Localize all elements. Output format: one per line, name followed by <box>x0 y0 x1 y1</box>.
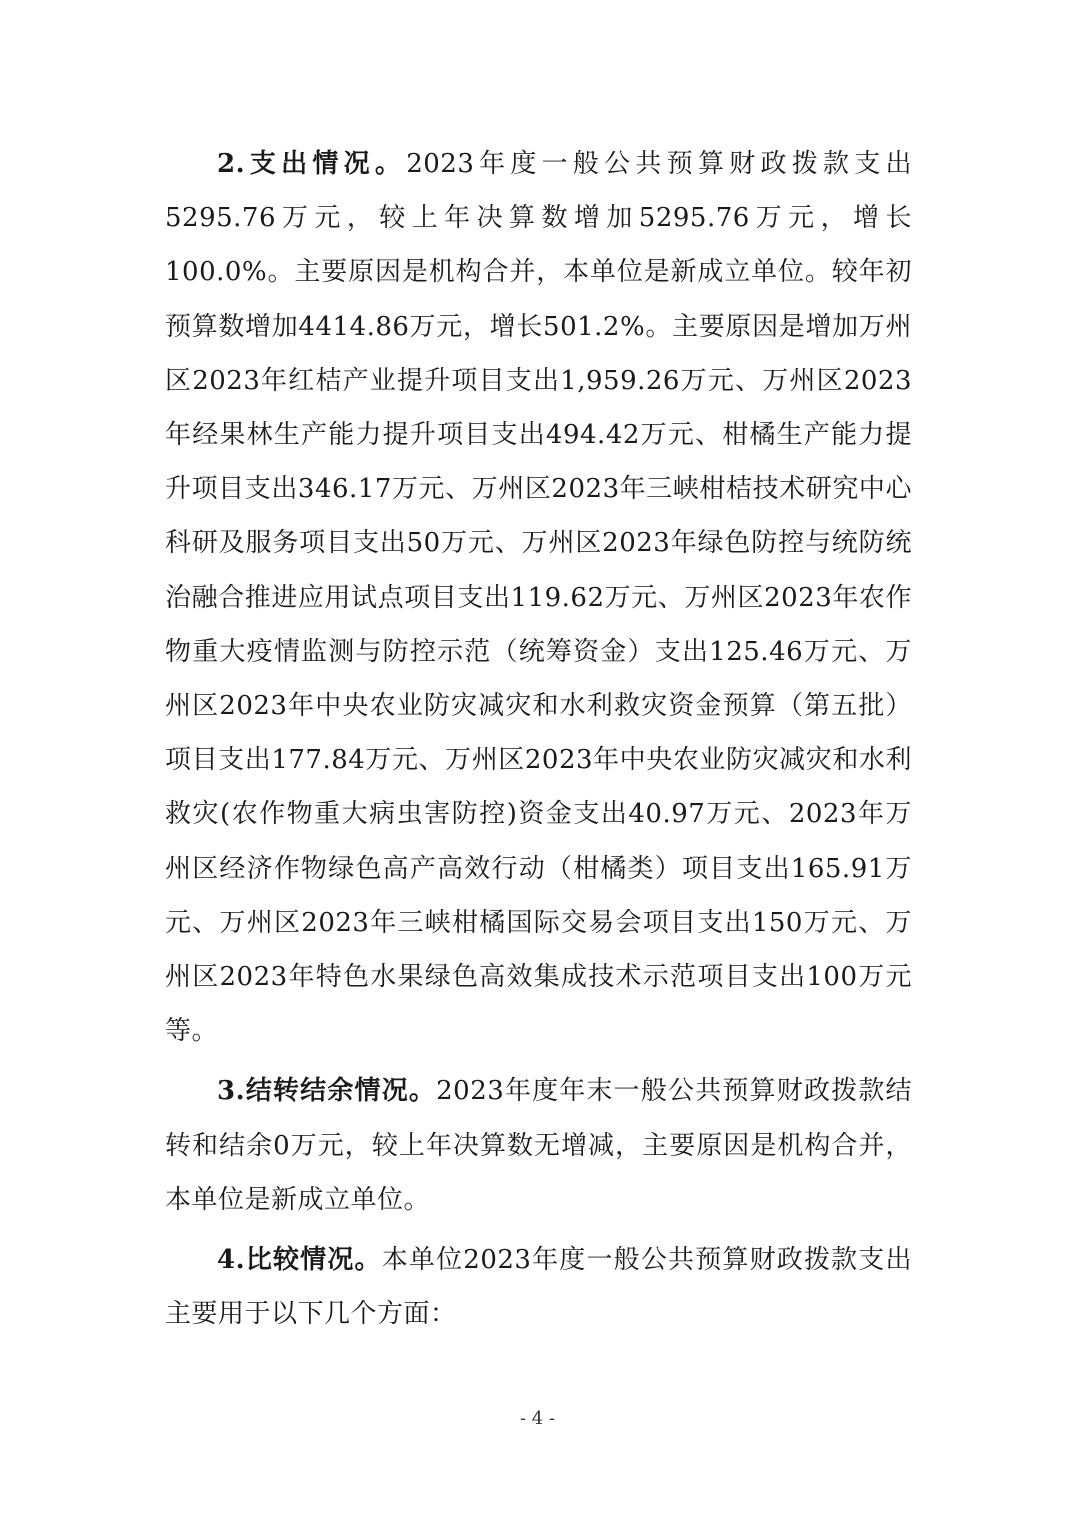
paragraph-heading: 3.结转结余情况。 <box>217 1076 437 1107</box>
document-body <box>165 137 912 1341</box>
paragraph-heading: 4.比较情况。 <box>217 1245 382 1276</box>
paragraph-comparison <box>165 1233 912 1341</box>
paragraph-text: 本单位2023年度一般公共预算财政拨款支出主要用于以下几个方面： <box>165 1245 912 1330</box>
paragraph-heading: 2.支出情况。 <box>217 149 407 179</box>
paragraph-text: 2023年度一般公共预算财政拨款支出5295.76万元，较上年决算数增加5295.76万元，增长100.0%。主要原因是机构合并，本单位是新成立单位。较年初预算数增加4414.86万元，增长501.2%。主要原因是增加万州区2023年红桔产业提升项目支出1,959.26万元、万州区2023年经果林生产能力提升项目支出494.42万元、柑橘生产能力提升项目支出346.17万元、万州区2023年三峡柑桔技术研究中心科研及服务项目支出50万元、万州区2023年绿色防控与统防统治融合推进应用试点项目支出119.62万元、万州区2023年农作物重大疫情监测与防控示范（统筹资金）支出125.46万元、万州区2023年中央农业防灾减灾和水利救灾资金预算（第五批）项目支出177.84万元、万州区2023年中央农业防灾减灾和水利救灾(农作物重大病虫害防控)资金支出40.97万元、2023年万州区经济作物绿色高产高效行动（柑橘类）项目支出165.91万元、万州区2023年三峡柑橘国际交易会项目支出150万元、万州区2023年特色水果绿色高效集成技术示范项目支出100万元等。 <box>165 149 912 1047</box>
paragraph-expenditure <box>165 137 912 1058</box>
paragraph-text: 2023年度年末一般公共预算财政拨款结转和结余0万元，较上年决算数无增减，主要原因是机构合并，本单位是新成立单位。 <box>165 1076 912 1215</box>
paragraph-carryover <box>165 1064 912 1227</box>
page-number: - 4 - <box>519 1408 556 1429</box>
